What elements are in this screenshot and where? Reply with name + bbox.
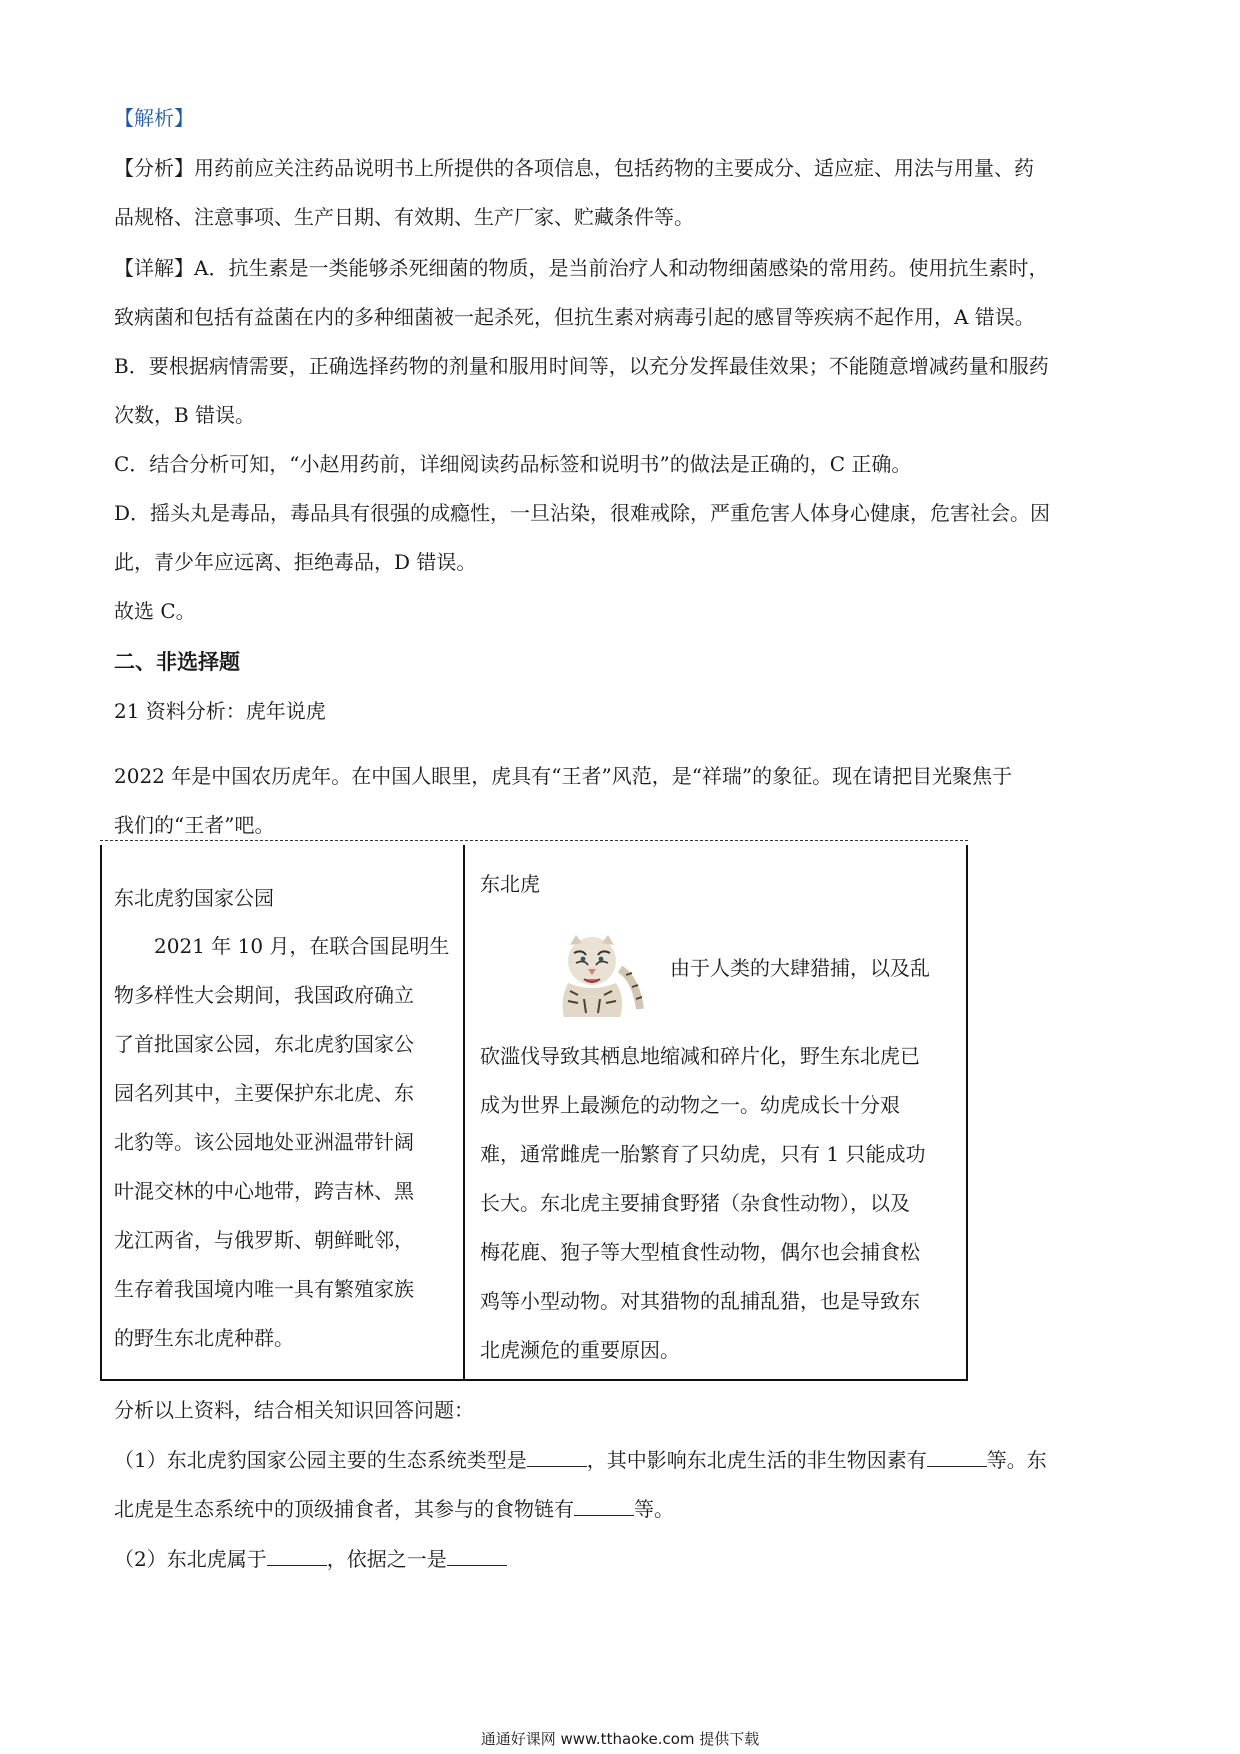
left-column-line: 园名列其中，主要保护东北虎、东	[114, 1081, 414, 1105]
page-footer: 通通好课网 www.tthaoke.com 提供下载	[480, 1730, 760, 1748]
right-column-line: 难，通常雌虎一胎繁育了只幼虎，只有 1 只能成功	[480, 1142, 926, 1166]
answer-blank[interactable]	[927, 1446, 987, 1467]
detail-line-4: 次数，B 错误。	[114, 403, 256, 427]
left-column-line: 生存着我国境内唯一具有繁殖家族	[114, 1277, 414, 1301]
left-column-line: 的野生东北虎种群。	[114, 1326, 294, 1350]
detail-line-5: C．结合分析可知，“小赵用药前，详细阅读药品标签和说明书”的做法是正确的，C 正确。	[114, 452, 912, 476]
question-1-text: （1）东北虎豹国家公园主要的生态系统类型是	[114, 1448, 527, 1472]
question-2-text: （2）东北虎属于	[114, 1547, 267, 1571]
conclusion-line: 故选 C。	[114, 599, 196, 623]
left-column-line: 龙江两省，与俄罗斯、朝鲜毗邻，	[114, 1228, 414, 1252]
section-heading: 二、非选择题	[114, 650, 240, 674]
analysis-line-1: 【分析】用药前应关注药品说明书上所提供的各项信息，包括药物的主要成分、适应症、用法与用量、药	[114, 156, 1034, 180]
material-box-divider	[463, 845, 465, 1381]
intro-line-1: 2022 年是中国农历虎年。在中国人眼里，虎具有“王者”风范，是“祥瑞”的象征。现在请把目光聚焦于	[114, 764, 1013, 788]
tiger-photo	[540, 929, 644, 1017]
intro-line-2: 我们的“王者”吧。	[114, 813, 275, 837]
question-2-text: ，依据之一是	[326, 1547, 447, 1571]
analysis-line-2: 品规格、注意事项、生产日期、有效期、生产厂家、贮藏条件等。	[114, 205, 694, 229]
detail-line-3: B．要根据病情需要，正确选择药物的剂量和服用时间等，以充分发挥最佳效果；不能随意增减药量和服药	[114, 354, 1049, 378]
question-1-line-1	[114, 1446, 1047, 1474]
detail-line-2: 致病菌和包括有益菌在内的多种细菌被一起杀死，但抗生素对病毒引起的感冒等疾病不起作用，A 错误。	[114, 305, 1035, 329]
question-21-title: 21 资料分析：虎年说虎	[114, 699, 326, 723]
question-1-text: 等。东	[986, 1448, 1047, 1472]
left-column-line: 了首批国家公园，东北虎豹国家公	[114, 1032, 414, 1056]
question-1-line-2	[114, 1495, 674, 1523]
right-column-line: 梅花鹿、狍子等大型植食性动物，偶尔也会捕食松	[480, 1240, 920, 1264]
left-column-line: 北豹等。该公园地处亚洲温带针阔	[114, 1130, 414, 1154]
left-column-line: 叶混交林的中心地带，跨吉林、黑	[114, 1179, 414, 1203]
left-column-title: 东北虎豹国家公园	[114, 886, 274, 910]
material-box-top-border	[100, 840, 968, 841]
right-column-line: 鸡等小型动物。对其猎物的乱捕乱猎，也是导致东	[480, 1289, 920, 1313]
question-1-text: 北虎是生态系统中的顶级捕食者，其参与的食物链有	[114, 1497, 574, 1521]
right-column-line: 长大。东北虎主要捕食野猪（杂食性动物），以及	[480, 1191, 910, 1215]
question-prompt: 分析以上资料，结合相关知识回答问题：	[114, 1398, 474, 1422]
right-column-line: 砍滥伐导致其栖息地缩减和碎片化，野生东北虎已	[480, 1044, 920, 1068]
answer-blank[interactable]	[447, 1545, 507, 1566]
question-2-line	[114, 1545, 507, 1573]
question-1-text: 等。	[634, 1497, 674, 1521]
right-column-line: 北虎濒危的重要原因。	[480, 1338, 680, 1362]
right-column-line: 成为世界上最濒危的动物之一。幼虎成长十分艰	[480, 1093, 900, 1117]
detail-line-1: 【详解】A．抗生素是一类能够杀死细菌的物质，是当前治疗人和动物细菌感染的常用药。使用抗生素时，	[114, 256, 1049, 280]
answer-blank[interactable]	[527, 1446, 587, 1467]
question-1-text: ，其中影响东北虎生活的非生物因素有	[586, 1448, 927, 1472]
right-column-title: 东北虎	[480, 872, 540, 896]
detail-line-7: 此，青少年应远离、拒绝毒品，D 错误。	[114, 550, 477, 574]
right-column-line: 由于人类的大肆猎捕，以及乱	[670, 956, 930, 980]
answer-blank[interactable]	[267, 1545, 327, 1566]
left-column-line: 物多样性大会期间，我国政府确立	[114, 983, 414, 1007]
detail-line-6: D．摇头丸是毒品，毒品具有很强的成瘾性，一旦沾染，很难戒除，严重危害人体身心健康，危害社会。因	[114, 501, 1051, 525]
analysis-tag: 【解析】	[114, 106, 194, 130]
left-column-line: 2021 年 10 月，在联合国昆明生	[114, 934, 450, 958]
answer-blank[interactable]	[574, 1495, 634, 1516]
